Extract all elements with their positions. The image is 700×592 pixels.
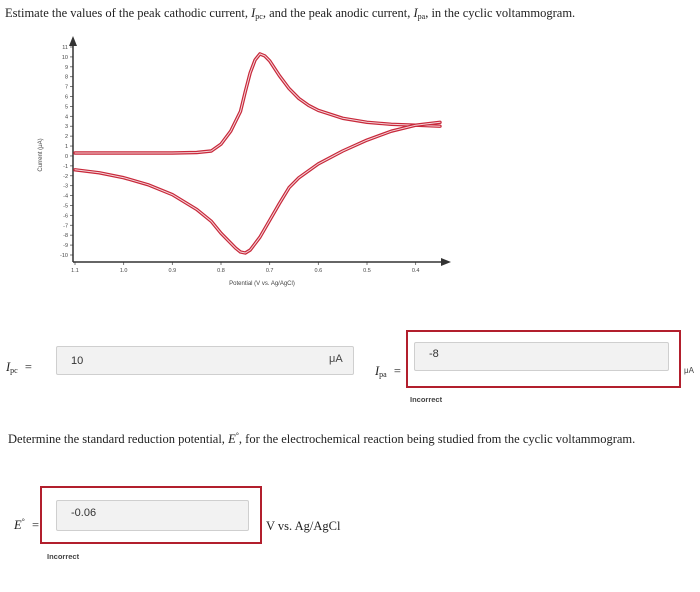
y-tick-label: 7 (64, 84, 68, 91)
y-tick-label: 1 (64, 144, 68, 151)
y-tick-label: 5 (64, 104, 68, 111)
ipc-input[interactable] (56, 346, 354, 375)
ipc-label-subscript: pc (10, 366, 18, 375)
question-2-suffix: , for the electrochemical reaction being studied from the cyclic voltammogram. (238, 432, 636, 447)
ipa-label-symbol: I (375, 364, 380, 378)
e-input-value: -0.06 (71, 507, 97, 519)
e-input[interactable] (56, 500, 249, 531)
y-tick-label: 9 (64, 64, 68, 71)
ipc-symbol: I (251, 6, 256, 20)
e-symbol: E (228, 432, 236, 447)
y-tick-label: 2 (64, 134, 68, 141)
question-2-prefix: Determine the standard reduction potential, (8, 432, 229, 447)
y-tick-label: -9 (63, 243, 68, 250)
e-label-symbol: E (14, 518, 22, 533)
ipc-input-value: 10 (71, 355, 84, 367)
x-tick-label: 1.0 (119, 268, 128, 274)
y-tick-label: 3 (64, 124, 68, 131)
e-label (14, 517, 39, 533)
ipa-equals: = (393, 364, 401, 378)
x-tick-label: 0.5 (363, 268, 371, 274)
e-unit: V vs. Ag/AgCl (266, 519, 341, 533)
x-tick-label: 1.1 (71, 268, 79, 274)
y-tick-label: 4 (64, 114, 68, 121)
ipa-label (375, 364, 401, 379)
y-tick-label: 6 (64, 94, 68, 101)
e-incorrect-label: Incorrect (47, 552, 80, 561)
cv-series-line (75, 54, 440, 153)
x-tick-label: 0.4 (411, 268, 420, 274)
y-tick-label: 10 (61, 54, 68, 61)
e-degree: ° (235, 431, 239, 440)
y-tick-label: 0 (64, 153, 68, 160)
y-tick-label: -2 (63, 173, 68, 180)
e-label-degree: ° (21, 517, 25, 526)
ipa-input-value: -8 (429, 348, 439, 360)
y-tick-label: -1 (63, 163, 68, 170)
y-tick-label: -10 (60, 253, 68, 259)
question-1-suffix: , in the cyclic voltammogram. (425, 6, 576, 20)
ipa-unit: μA (684, 366, 694, 375)
ipa-subscript: pa (417, 12, 426, 21)
y-tick-label: -5 (63, 203, 68, 210)
question-1-middle: , and the peak anodic current, (262, 6, 414, 20)
x-axis-arrow (441, 258, 451, 266)
y-tick-label: -4 (63, 193, 68, 200)
ipa-label-subscript: pa (379, 370, 387, 379)
ipa-incorrect-label: Incorrect (410, 395, 443, 404)
cv-series-line-highlight (75, 122, 440, 253)
x-tick-label: 0.9 (168, 268, 177, 274)
y-tick-label: -6 (63, 213, 68, 220)
y-tick-label: -8 (63, 233, 68, 240)
cv-series-line (75, 122, 440, 253)
ipc-label (6, 360, 32, 375)
ipc-unit: μA (329, 353, 343, 365)
ipa-symbol: I (413, 6, 418, 20)
x-tick-label: 0.6 (314, 268, 323, 274)
y-axis-arrow (69, 36, 77, 46)
y-tick-label: 8 (64, 74, 68, 81)
y-tick-label: -3 (63, 183, 68, 190)
ipc-label-symbol: I (6, 360, 11, 374)
y-tick-label: 11 (62, 45, 68, 51)
question-1-prefix: Estimate the values of the peak cathodic current, (5, 6, 252, 20)
ipc-subscript: pc (255, 12, 263, 21)
e-equals: = (31, 518, 40, 533)
y-axis-label: Current (μA) (38, 138, 44, 172)
x-axis-label: Potential (V vs. Ag/AgCl) (229, 281, 295, 287)
ipc-equals: = (24, 360, 32, 374)
cv-series-line-highlight (75, 54, 440, 153)
y-tick-label: -7 (63, 223, 68, 230)
ipa-input[interactable] (414, 342, 669, 371)
x-tick-label: 0.7 (265, 268, 274, 274)
question-2-text (8, 431, 635, 447)
x-tick-label: 0.8 (217, 268, 225, 274)
